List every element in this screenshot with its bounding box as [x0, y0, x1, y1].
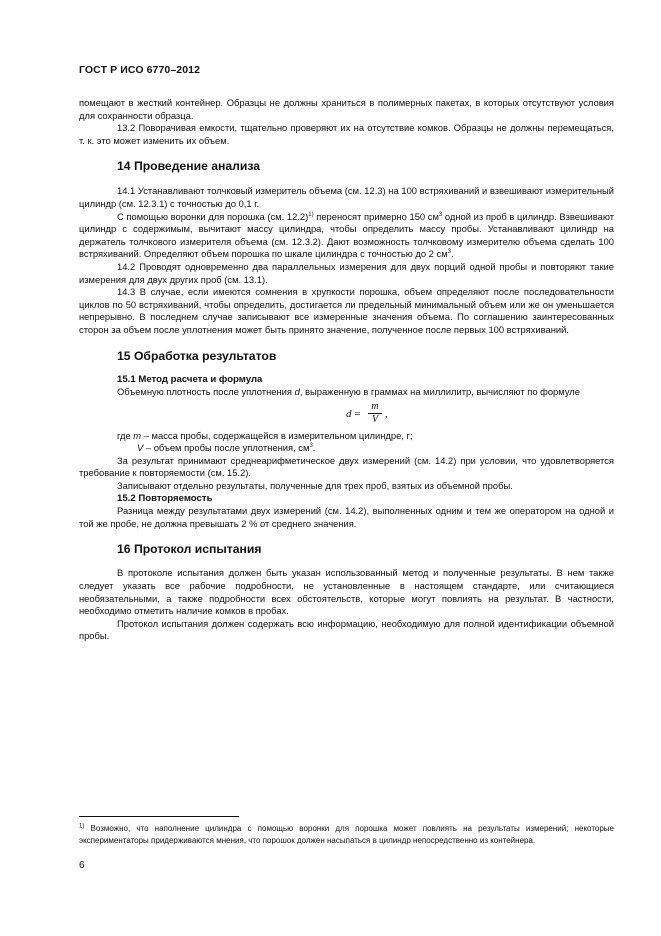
variable-m: m: [133, 429, 142, 441]
formula-lhs: [346, 408, 360, 421]
paragraph-14-1: 14.1 Устанавливают толчковый измеритель объема (см. 12.3) на 100 встряхиваний и взвешивают измерительный цилиндр (см. 12.3.1) с точностью до 0,1 г.: [79, 185, 614, 209]
legend-m: [79, 430, 614, 443]
superscript: 3: [438, 211, 443, 218]
density-formula: [79, 402, 614, 426]
formula-var-d: d: [346, 407, 352, 420]
footnote-mark: 1): [79, 823, 85, 830]
text-span: переносят примерно 150 см: [313, 210, 439, 222]
paragraph-13-2: 13.2 Поворачивая емкости, тщательно проверяют их на отсутствие комков. Образцы не должны перемещаться, т. к. это может изменить их объем.: [79, 122, 614, 146]
legend-v: [79, 442, 614, 455]
paragraph-15-1: [79, 386, 614, 399]
formula-fraction: [368, 401, 382, 426]
paragraph-continuation: помещают в жесткий контейнер. Образцы не должны храниться в полимерных пакетах, в которых отсутствуют условия для сохранности образца.: [79, 97, 614, 121]
section-14-title: 14 Проведение анализа: [117, 159, 261, 174]
footnote-ref: 1): [308, 211, 314, 218]
formula-numerator: m: [368, 401, 382, 414]
section-15-title: 15 Обработка результатов: [117, 348, 277, 363]
text-span: где: [117, 429, 134, 441]
formula-comma: ,: [385, 407, 388, 420]
page-number: 6: [79, 860, 85, 871]
text-span: , выраженную в граммах на миллилитр, вычисляют по формуле: [299, 386, 580, 398]
text-span: С помощью воронки для порошка (см. 12.2): [117, 210, 309, 222]
text-span: – масса пробы, содержащейся в измерительном цилиндре, г;: [141, 429, 413, 441]
subsection-15-2-title: 15.2 Повторяемость: [117, 492, 213, 504]
footnote-divider: [79, 816, 239, 817]
text-span: Объемную плотность после уплотнения: [117, 386, 295, 398]
formula-denominator: V: [371, 413, 379, 425]
paragraph-15-1-record: Записывают отдельно результаты, полученные для трех проб, взятых из объемной пробы.: [117, 480, 513, 492]
footnote-text: Возможно, что наполнение цилиндра с помощью воронки для порошка может повлиять на результаты измерений; некоторые экспериментаторы придерживаются мнения, что порошок должен насыпаться в цилиндр непосредственно из контейнера.: [79, 824, 614, 845]
document-body: [79, 97, 614, 643]
paragraph-15-2: Разница между результатами двух измерений (см. 14.2), выполненных одним и тем же оператором на одной и той же пробе, не должна превышать 2 % от среднего значения.: [79, 505, 614, 529]
text-span: .: [312, 442, 316, 454]
formula-equals: =: [354, 407, 361, 420]
paragraph-14-1-cont: [79, 211, 614, 261]
paragraph-14-2: 14.2 Проводят одновременно два параллельных измерения для двух порций одной пробы и повторяют такие измерения для двух других проб (см. 13.1).: [79, 260, 614, 285]
text-span: – объем пробы после уплотнения, см: [143, 442, 310, 454]
section-16-title: 16 Протокол испытания: [117, 542, 262, 557]
paragraph-16-2: Протокол испытания должен содержать всю информацию, необходимую для полной идентификации объемной пробы.: [79, 617, 614, 642]
superscript: 3: [309, 443, 313, 450]
superscript: 3: [447, 249, 451, 256]
variable-d: d: [294, 386, 300, 398]
paragraph-14-3: 14.3 В случае, если имеются сомнения в хрупкости порошка, объем определяют после последовательности циклов по 50 встряхиваний, чтобы определить, достигается ли предельный минимальный объем или же он уменьшается непрерывно. В последнем случае записывают все измеренные значения объема. По соглашению заинтересованных сторон за объем после уплотнения может быть принято значение, полученное после первых 100 встряхиваний.: [79, 286, 614, 335]
footnote: [79, 823, 614, 846]
paragraph-16-1: В протоколе испытания должен быть указан использованный метод и полученные результаты. В нем также следует указать все рабочие подробности, не установленные в настоящем стандарте, или считающиеся необязательными, а также подробности всех обстоятельств, которые могут повлиять на результат. В частности, необходимо отметить наличие комков в пробах.: [79, 567, 614, 617]
variable-v: V: [137, 442, 144, 454]
text-span: одной из проб в цилиндр. Взвешивают цилиндр с содержимым, вычитают массу цилиндра, чтобы определить массу пробы. Устанавливают цилиндр на держатель толчкового измерителя объема (см. 12.3.2). Дают возможность толчковому измерителю объема сделать 100 встряхиваний. Определяют объем порошка по шкале цилиндра с точностью до 2 см: [79, 210, 614, 260]
subsection-15-1-title: 15.1 Метод расчета и формула: [117, 373, 263, 385]
text-span: .: [450, 248, 454, 260]
document-header: ГОСТ Р ИСО 6770–2012: [79, 64, 201, 76]
paragraph-15-1-result: За результат принимают среднеарифметическое двух измерений (см. 14.2) при условии, что удовлетворяется требование к повторяемости (см. 15.2).: [79, 454, 614, 479]
